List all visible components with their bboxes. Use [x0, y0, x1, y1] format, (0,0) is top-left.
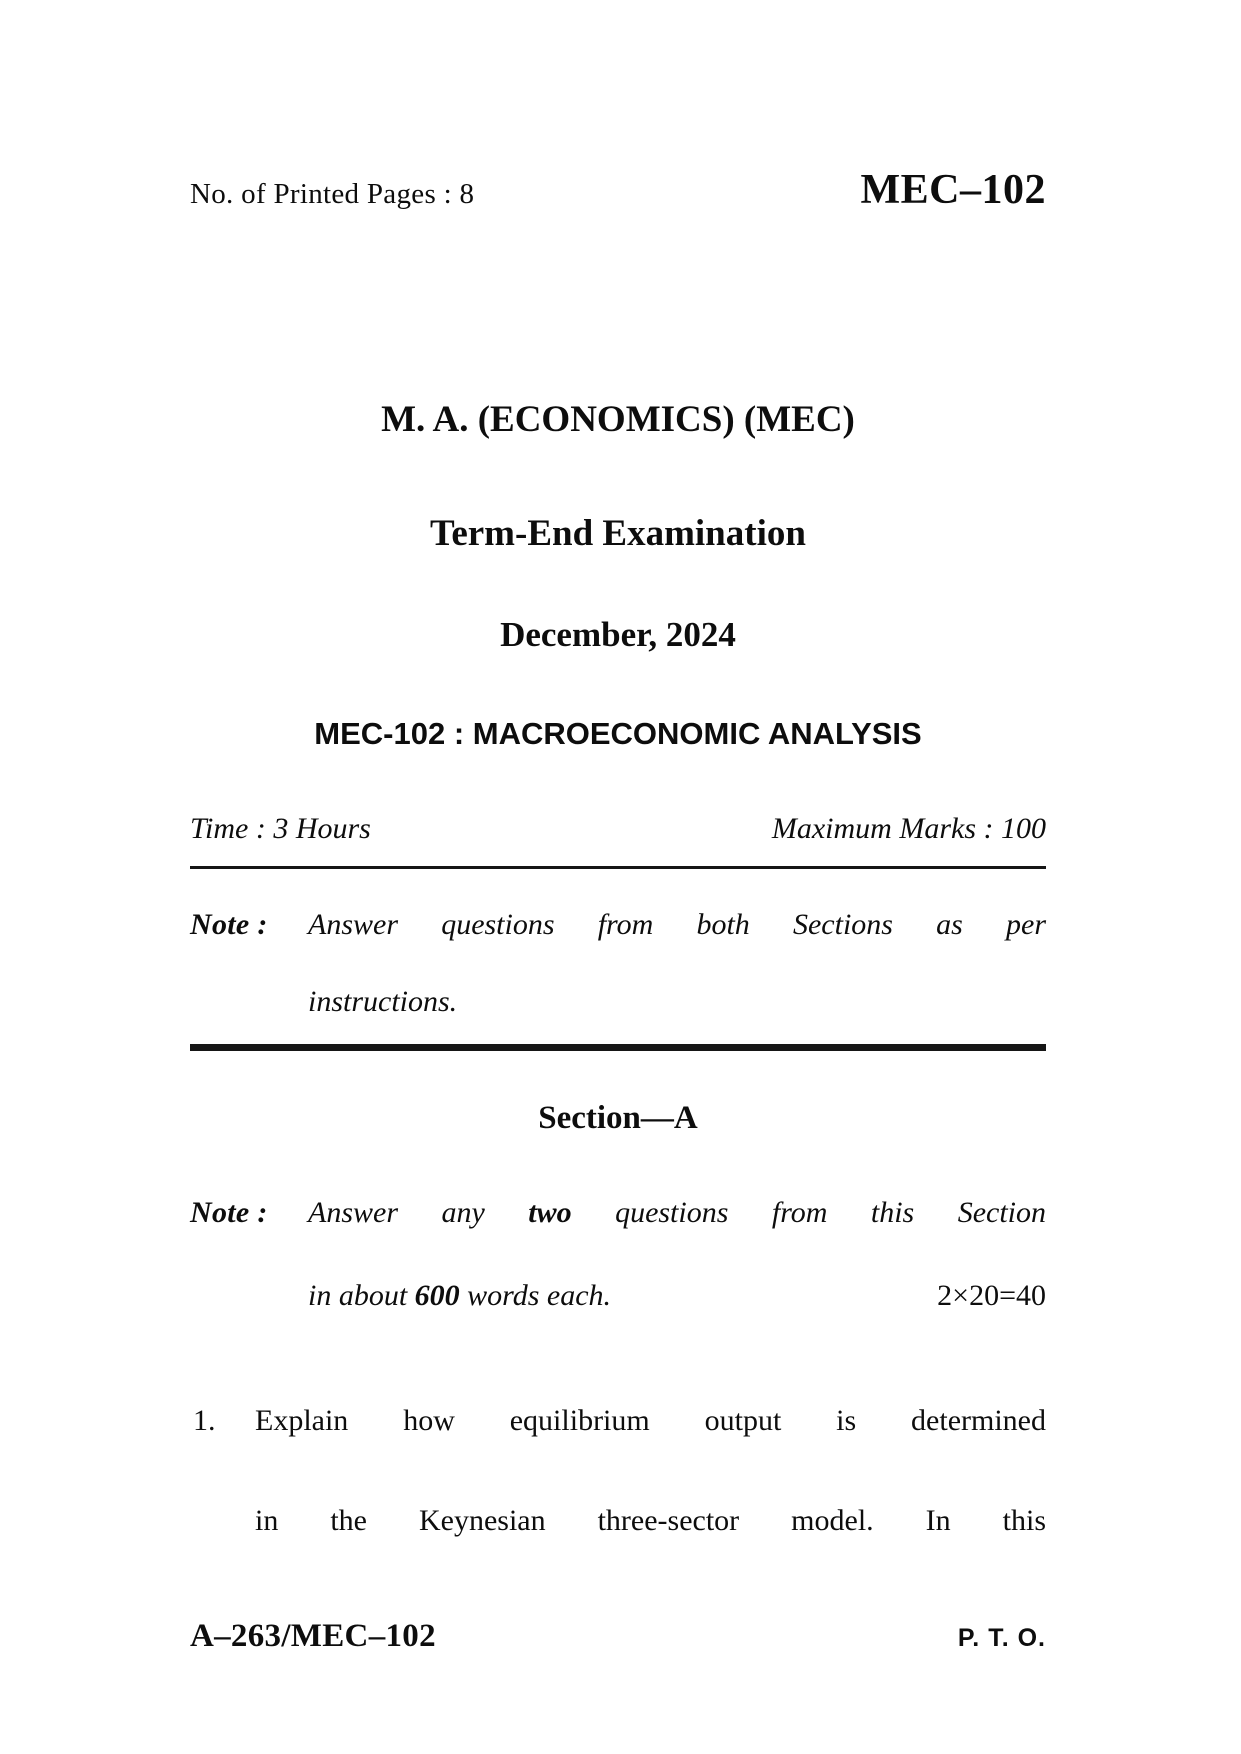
section-a-note-line2-text	[308, 1279, 611, 1313]
general-note-line1: Answer questions from both Sections as per	[308, 908, 1046, 941]
section-a-note-line2-bold: 600	[414, 1279, 460, 1312]
paper-code: MEC–102	[860, 167, 1046, 213]
section-a-note-label: Note :	[190, 1196, 268, 1229]
section-a-heading: Section—A	[538, 1100, 698, 1136]
max-marks-label: Maximum Marks : 100	[771, 812, 1046, 845]
page-content	[190, 0, 1046, 1754]
page-footer	[190, 1618, 1046, 1655]
general-note-line2: instructions.	[308, 985, 458, 1018]
exam-title: Term-End Examination	[430, 513, 806, 554]
section-a-note-line1	[308, 1196, 1046, 1230]
question-1-line1: Explain how equilibrium output is determined	[255, 1404, 1046, 1437]
question-1-number: 1.	[193, 1404, 216, 1437]
section-a-note-line1-pre: Answer any	[308, 1196, 529, 1229]
course-title: MEC-102 : MACROECONOMIC ANALYSIS	[314, 716, 922, 751]
footer-paper-code: A–263/MEC–102	[190, 1618, 436, 1654]
page-header	[190, 166, 1046, 214]
section-a-note-line2-pre: in about	[308, 1279, 415, 1312]
time-allowed-label: Time : 3 Hours	[190, 812, 371, 845]
session-title: December, 2024	[500, 615, 736, 654]
printed-pages-label: No. of Printed Pages : 8	[190, 178, 475, 210]
general-note-label: Note :	[190, 908, 268, 941]
section-a-marks: 2×20=40	[937, 1279, 1046, 1312]
single-rule-divider	[190, 866, 1046, 869]
section-a-note-line1-bold: two	[528, 1196, 572, 1229]
exam-meta-row	[190, 812, 1046, 846]
section-a-note-line2-post: words each.	[459, 1279, 612, 1312]
double-rule-divider	[190, 1044, 1046, 1051]
question-1-line2: in the Keynesian three-sector model. In this	[255, 1504, 1046, 1537]
section-a-note-line1-post: questions from this Section	[571, 1196, 1046, 1229]
section-a-note-line2	[308, 1279, 1046, 1313]
footer-pto-label: P. T. O.	[957, 1624, 1046, 1652]
program-title: M. A. (ECONOMICS) (MEC)	[381, 399, 855, 440]
